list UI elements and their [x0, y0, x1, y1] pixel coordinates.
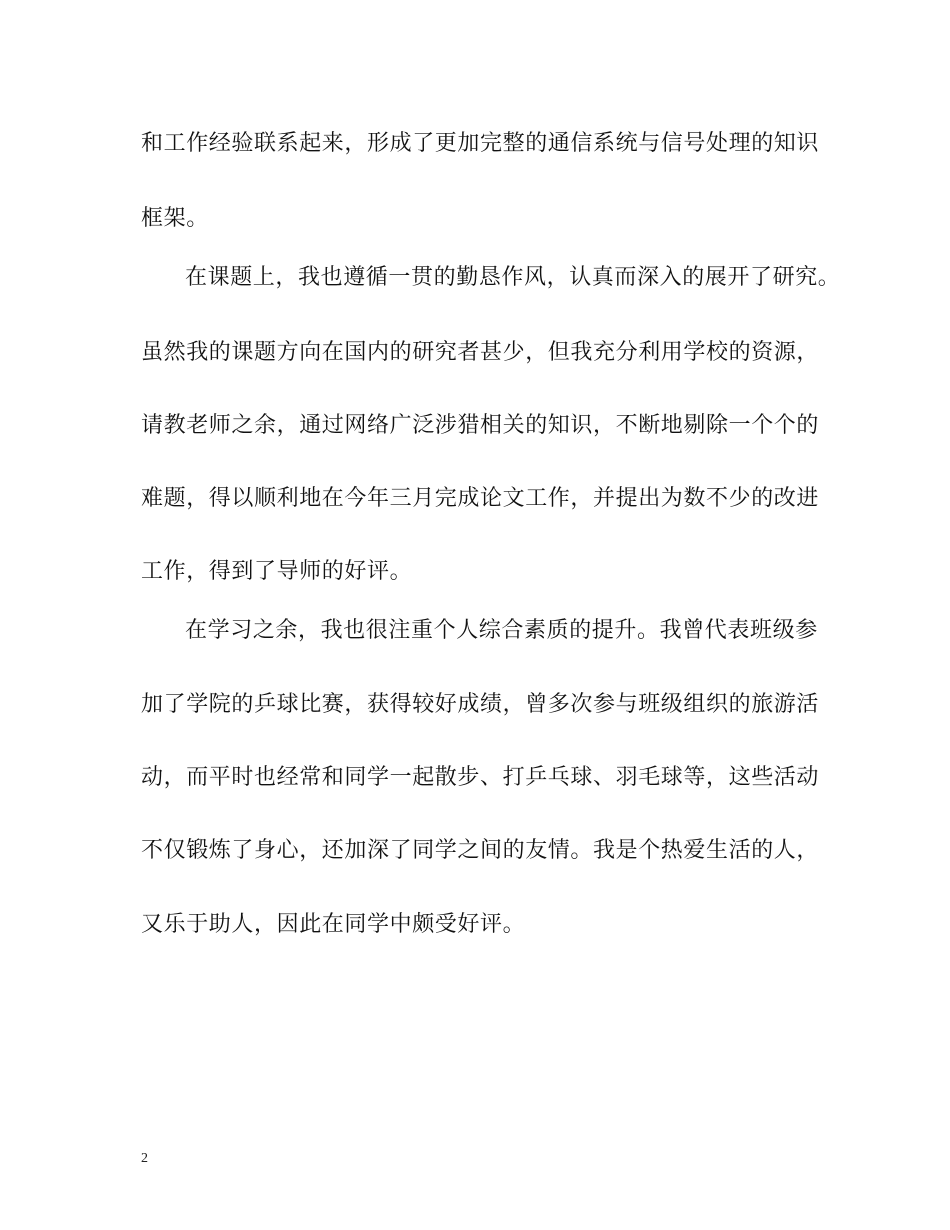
- text-line: 不仅锻炼了身心，还加深了同学之间的友情。我是个热爱生活的人，: [141, 838, 820, 863]
- text-line: 难题，得以顺利地在今年三月完成论文工作，并提出为数不少的改进: [141, 486, 820, 511]
- page-number: 2: [141, 1151, 148, 1166]
- text-line: 和工作经验联系起来，形成了更加完整的通信系统与信号处理的知识: [141, 131, 820, 156]
- paragraph-start-line: 在课题上，我也遵循一贯的勤恳作风，认真而深入的展开了研究。: [185, 265, 841, 290]
- text-line: 虽然我的课题方向在国内的研究者甚少，但我充分利用学校的资源，: [141, 340, 820, 365]
- text-line: 动，而平时也经常和同学一起散步、打乒乓球、羽毛球等，这些活动: [141, 765, 820, 790]
- text-line: 加了学院的乒球比赛，获得较好成绩，曾多次参与班级组织的旅游活: [141, 692, 820, 717]
- text-line: 请教老师之余，通过网络广泛涉猎相关的知识，不断地剔除一个个的: [141, 413, 820, 438]
- text-line: 框架。: [141, 206, 209, 231]
- paragraph-start-line: 在学习之余，我也很注重个人综合素质的提升。我曾代表班级参: [185, 618, 818, 643]
- text-line: 工作，得到了导师的好评。: [141, 559, 413, 584]
- text-line: 又乐于助人，因此在同学中颇受好评。: [141, 912, 526, 937]
